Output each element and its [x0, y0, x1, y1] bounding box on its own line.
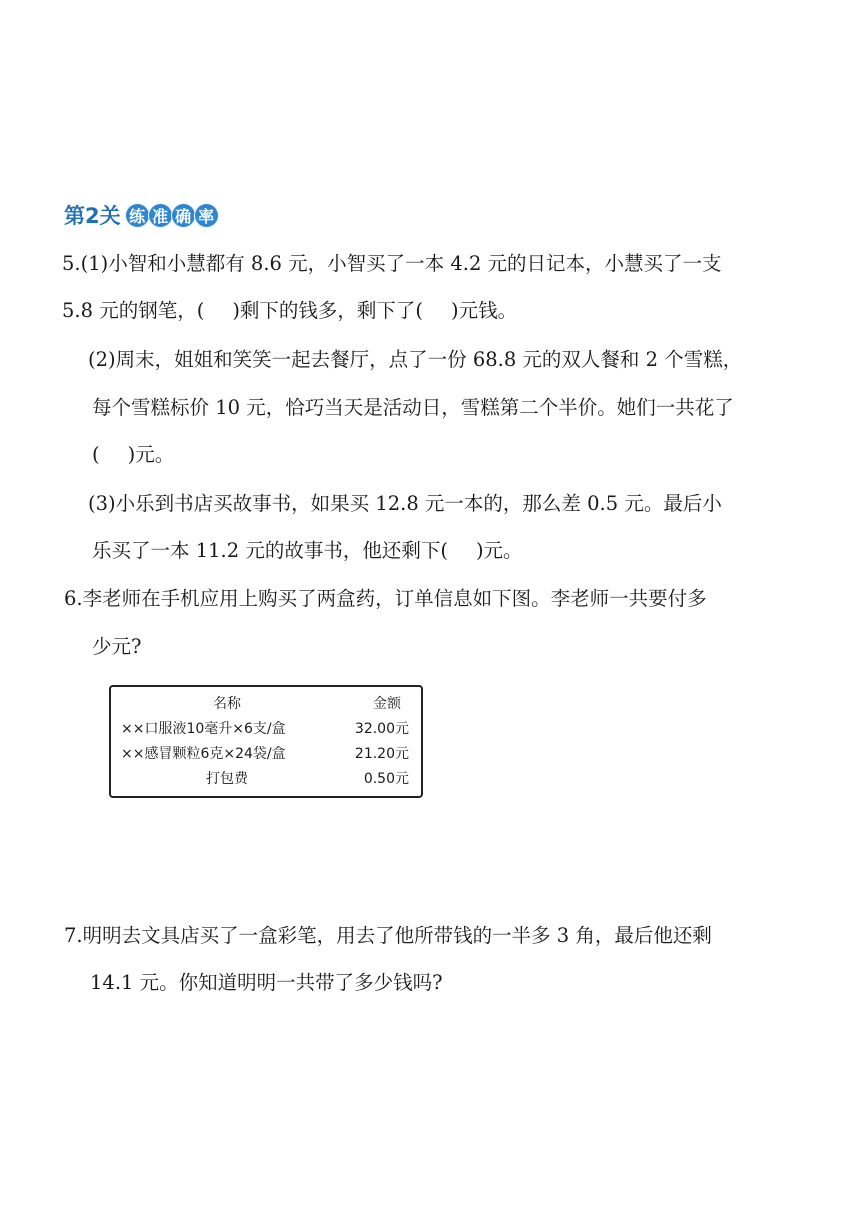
section-title-badges	[125, 203, 217, 228]
section-title-char: 准	[148, 203, 173, 228]
section-title-char: 率	[194, 203, 219, 228]
q6-line1: 6.李老师在手机应用上购买了两盒药，订单信息如下图。李老师一共要付多	[64, 587, 707, 610]
order-item-amount: 32.00元	[354, 721, 409, 737]
q7-line2: 14.1 元。你知道明明一共带了多少钱吗?	[90, 971, 443, 994]
order-row	[111, 743, 421, 765]
q5-part3-line1: (3)小乐到书店买故事书，如果买 12.8 元一本的，那么差 0.5 元。最后小	[88, 492, 722, 515]
order-item-name: 打包费	[206, 771, 248, 787]
q5-part1-text-c: )元钱。	[451, 299, 518, 322]
order-row	[111, 718, 421, 740]
order-header-row	[111, 693, 421, 715]
q5-part2-line2: 每个雪糕标价 10 元，恰巧当天是活动日，雪糕第二个半价。她们一共花了	[92, 396, 734, 419]
section-header	[64, 200, 217, 230]
q5-part1-text-a: 5.8 元的钢笔，(	[62, 299, 205, 322]
order-item-amount: 0.50元	[363, 771, 409, 787]
q5-part2-line1: (2)周末，姐姐和笑笑一起去餐厅，点了一份 68.8 元的双人餐和 2 个雪糕，	[88, 348, 743, 371]
order-info-table	[109, 685, 423, 798]
q5-part1-line2	[62, 297, 517, 325]
order-header-amount: 金额	[373, 696, 401, 712]
q7-line1: 7.明明去文具店买了一盒彩笔，用去了他所带钱的一半多 3 角，最后他还剩	[64, 924, 712, 947]
q5-part2-line3	[92, 441, 174, 469]
order-header-name: 名称	[213, 696, 241, 712]
order-item-name: ××感冒颗粒6克×24袋/盒	[121, 746, 286, 762]
section-title-char: 练	[125, 203, 150, 228]
order-row	[111, 768, 421, 790]
q5-part1-text-b: )剩下的钱多，剩下了(	[232, 299, 424, 322]
q5-part2-text-b: )元。	[127, 443, 175, 466]
q6-line2: 少元?	[92, 635, 142, 658]
q5-part3-line2	[92, 537, 523, 565]
order-item-amount: 21.20元	[354, 746, 409, 762]
q5-part3-text-b: )元。	[475, 539, 523, 562]
q5-part2-text-a: (	[92, 443, 100, 466]
section-title-char: 确	[171, 203, 196, 228]
order-item-name: ××口服液10毫升×6支/盒	[121, 721, 286, 737]
section-level-label: 第2关	[64, 204, 121, 228]
q5-part3-text-a: 乐买了一本 11.2 元的故事书，他还剩下(	[92, 539, 448, 562]
q5-part1-line1: 5.(1)小智和小慧都有 8.6 元，小智买了一本 4.2 元的日记本，小慧买了一支	[62, 252, 722, 275]
